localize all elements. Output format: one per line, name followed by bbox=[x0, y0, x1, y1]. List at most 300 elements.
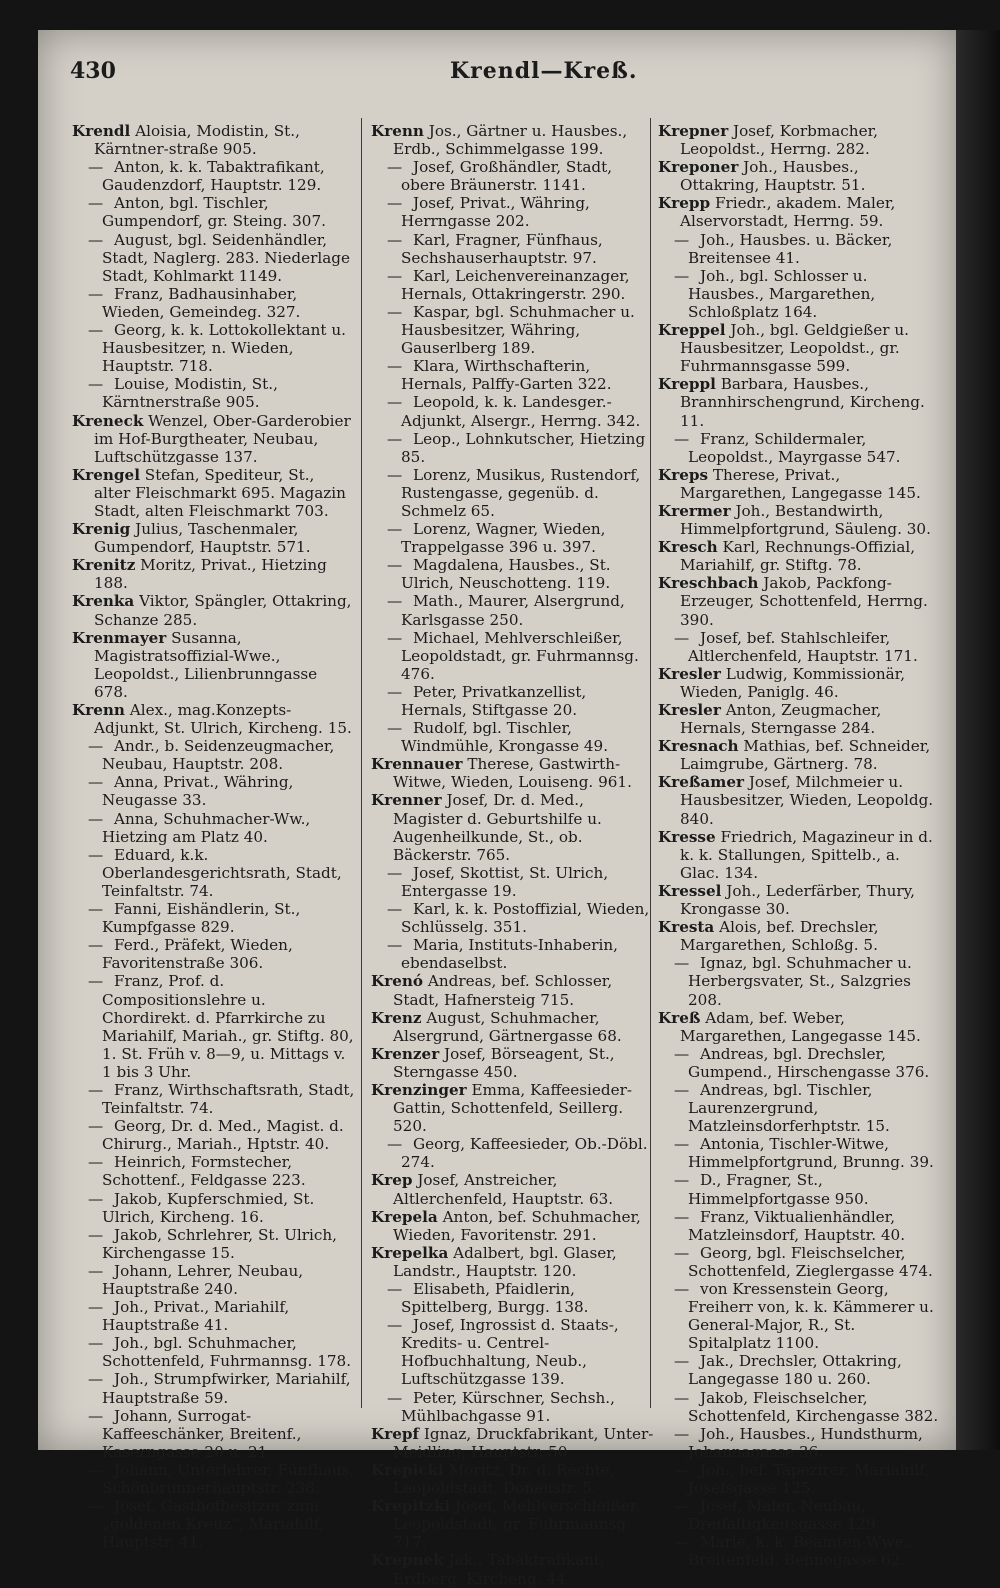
directory-entry bbox=[387, 302, 654, 358]
entry-text: Antonia, Tischler-Witwe, Himmelpfortgrund, Brunng. 39. bbox=[688, 1135, 934, 1172]
directory-entry bbox=[387, 936, 654, 973]
entry-dash: — bbox=[88, 158, 104, 177]
entry-text: Emma, Kaffeesieder-Gattin, Schottenfeld, Seillerg. 520. bbox=[393, 1080, 632, 1136]
directory-entry bbox=[658, 827, 941, 882]
directory-entry bbox=[88, 1334, 355, 1371]
entry-dash: — bbox=[88, 1153, 104, 1172]
entry-dash: — bbox=[387, 1316, 403, 1335]
entry-surname: Krepelka bbox=[371, 1243, 449, 1262]
entry-text: Math., Maurer, Alsergrund, Karlsgasse 250. bbox=[401, 592, 625, 629]
entry-text: Johann, Surrogat-Kaffeeschänker, Breitenf., Kaserngasse 20 u. 21. bbox=[102, 1406, 302, 1461]
directory-entry bbox=[674, 1388, 941, 1425]
directory-entry bbox=[674, 1243, 941, 1280]
directory-entry bbox=[88, 1460, 355, 1498]
entry-dash: — bbox=[88, 1117, 104, 1136]
entry-dash: — bbox=[387, 520, 403, 539]
entry-text: Magdalena, Hausbes., St. Ulrich, Neuschotteng. 119. bbox=[401, 556, 611, 593]
entry-text: Alex., mag.Konzepts-Adjunkt, St. Ulrich, Kircheng. 15. bbox=[94, 701, 352, 738]
entry-surname: Krepitzki bbox=[371, 1497, 451, 1516]
entry-dash: — bbox=[387, 357, 403, 376]
entry-surname: Krenzinger bbox=[371, 1080, 467, 1099]
directory-entry bbox=[88, 773, 355, 810]
entry-text: Adam, bef. Weber, Margarethen, Langegasse 145. bbox=[680, 1008, 921, 1045]
directory-entry bbox=[88, 1225, 355, 1262]
entry-dash: — bbox=[88, 972, 104, 991]
entry-surname: Krepp bbox=[658, 194, 711, 213]
directory-entry bbox=[674, 1497, 941, 1534]
entry-text: Franz, Prof. d. Compositionslehre u. Chordirekt. d. Pfarrkirche zu Mariahilf, Mariah., gr. Stiftg. 80, 1. St. Früh v. 8—9, u. Mittags v. 1 bis 3 Uhr. bbox=[102, 972, 354, 1081]
directory-entry bbox=[72, 411, 355, 466]
entry-text: Josef, Dr. d. Med., Magister d. Geburtshilfe u. Augenheilkunde, St., ob. Bäckerstr. 765. bbox=[393, 791, 602, 864]
entry-surname: Krepf bbox=[371, 1424, 420, 1443]
entry-text: Andreas, bgl. Drechsler, Gumpend., Hirschengasse 376. bbox=[688, 1044, 930, 1081]
entry-text: Therese, Gastwirth-Witwe, Wieden, Louiseng. 961. bbox=[393, 755, 632, 792]
directory-entry bbox=[88, 972, 355, 1081]
directory-entry bbox=[674, 1460, 941, 1498]
entry-text: Leop., Lohnkutscher, Hietzing 85. bbox=[401, 429, 646, 466]
entry-text: Adalbert, bgl. Glaser, Landstr., Hauptstr. 120. bbox=[393, 1243, 617, 1280]
directory-entry bbox=[674, 1171, 941, 1208]
directory-entry bbox=[674, 1135, 941, 1172]
entry-text: August, bgl. Seidenhändler, Stadt, Naglerg. 283. Niederlage Stadt, Kohlmarkt 1149. bbox=[102, 230, 350, 285]
entry-dash: — bbox=[88, 1497, 104, 1516]
entry-dash: — bbox=[674, 1424, 690, 1443]
directory-entry bbox=[371, 1008, 654, 1045]
entry-surname: Kreß bbox=[658, 1008, 701, 1027]
directory-entry bbox=[371, 1551, 654, 1588]
entry-dash: — bbox=[387, 393, 403, 412]
entry-text: Maria, Instituts-Inhaberin, ebendaselbst. bbox=[401, 936, 618, 973]
entry-text: Ludwig, Kommissionär, Wieden, Paniglg. 46. bbox=[680, 664, 906, 701]
entry-dash: — bbox=[387, 158, 403, 177]
directory-entry bbox=[72, 701, 355, 738]
entry-text: von Kressenstein Georg, Freiherr von, k. k. Kämmerer u. General-Major, R., St. Spitalplatz 1100. bbox=[688, 1280, 934, 1353]
entry-dash: — bbox=[387, 429, 403, 448]
entry-text: Anton, bgl. Tischler, Gumpendorf, gr. Steing. 307. bbox=[102, 194, 326, 231]
entry-text: Franz, Wirthschaftsrath, Stadt, Teinfaltstr. 74. bbox=[102, 1080, 355, 1118]
directory-entry bbox=[88, 845, 355, 900]
directory-entry bbox=[658, 122, 941, 159]
directory-entry bbox=[88, 375, 355, 412]
directory-entry bbox=[674, 1280, 941, 1353]
directory-entry bbox=[658, 918, 941, 955]
entry-dash: — bbox=[88, 1460, 104, 1479]
directory-entry bbox=[72, 556, 355, 593]
entry-dash: — bbox=[88, 809, 104, 828]
directory-entry bbox=[88, 1298, 355, 1335]
entry-text: Viktor, Spängler, Ottakring, Schanze 285. bbox=[94, 592, 352, 629]
entry-dash: — bbox=[674, 1280, 690, 1298]
entry-dash: — bbox=[387, 465, 403, 484]
entry-dash: — bbox=[387, 1280, 403, 1298]
directory-entry bbox=[371, 1044, 654, 1081]
directory-entry bbox=[674, 429, 941, 466]
directory-entry bbox=[88, 1497, 355, 1552]
entry-dash: — bbox=[88, 773, 104, 792]
entry-surname: Krenn bbox=[72, 701, 125, 719]
directory-entry bbox=[387, 863, 654, 900]
directory-entry bbox=[674, 1207, 941, 1244]
directory-entry bbox=[658, 1008, 941, 1045]
entry-text: Andreas, bef. Schlosser, Stadt, Hafnersteig 715. bbox=[393, 972, 613, 1009]
directory-entry bbox=[88, 1189, 355, 1226]
directory-entry bbox=[72, 592, 355, 629]
entry-text: Joh., Hausbes., Ottakring, Hauptstr. 51. bbox=[680, 158, 866, 195]
entry-surname: Kreps bbox=[658, 465, 709, 484]
entry-dash: — bbox=[88, 1334, 104, 1353]
entry-dash: — bbox=[387, 302, 403, 321]
directory-entry bbox=[387, 682, 654, 719]
entry-text: Joh., bgl. Schlosser u. Hausbes., Margarethen, Schloßplatz 164. bbox=[688, 266, 876, 321]
entry-surname: Kresta bbox=[658, 918, 715, 937]
directory-entry bbox=[88, 1406, 355, 1461]
entry-dash: — bbox=[387, 556, 403, 575]
entry-text: Fanni, Eishändlerin, St., Kumpfgasse 829. bbox=[102, 900, 301, 937]
directory-entry bbox=[88, 1080, 355, 1118]
entry-dash: — bbox=[674, 1533, 690, 1552]
entry-dash: — bbox=[88, 737, 104, 756]
directory-entry bbox=[88, 1117, 355, 1154]
entry-text: Joh., Lederfärber, Thury, Krongasse 30. bbox=[680, 881, 916, 919]
entry-text: Josef, Börseagent, St., Sterngasse 450. bbox=[393, 1044, 615, 1081]
entry-surname: Kreschbach bbox=[658, 574, 759, 593]
entry-surname: Kreppl bbox=[658, 375, 716, 394]
entry-surname: Krendl bbox=[72, 122, 131, 140]
entry-text: Michael, Mehlverschleißer, Leopoldstadt, gr. Fuhrmannsg. 476. bbox=[401, 628, 639, 683]
entry-text: Lorenz, Musikus, Rustendorf, Rustengasse, gegenüb. d. Schmelz 65. bbox=[401, 465, 641, 520]
directory-entry bbox=[658, 881, 941, 919]
entry-dash: — bbox=[387, 863, 403, 882]
directory-entry bbox=[88, 1370, 355, 1407]
entry-surname: Krepela bbox=[371, 1207, 438, 1226]
directory-entry bbox=[371, 1207, 654, 1244]
entry-text: Jak., Drechsler, Ottakring, Langegasse 180 u. 260. bbox=[688, 1352, 902, 1389]
entry-text: Josef, Korbmacher, Leopoldst., Herrng. 282. bbox=[680, 122, 878, 159]
directory-entry bbox=[674, 1044, 941, 1081]
entry-text: Joh., bgl. Schuhmacher, Schottenfeld, Fuhrmannsg. 178. bbox=[102, 1334, 352, 1371]
entry-text: Jakob, Schrlehrer, St. Ulrich, Kirchengasse 15. bbox=[102, 1225, 337, 1262]
directory-entry bbox=[658, 158, 941, 195]
entry-surname: Krenn bbox=[371, 122, 424, 140]
entry-text: Friedr., akadem. Maler, Alservorstadt, Herrng. 59. bbox=[680, 194, 896, 231]
entry-surname: Krenner bbox=[371, 791, 442, 810]
entry-dash: — bbox=[88, 936, 104, 955]
directory-entry bbox=[88, 737, 355, 774]
entry-dash: — bbox=[674, 1243, 690, 1262]
entry-text: Wenzel, Ober-Garderobier im Hof-Burgtheater, Neubau, Luftschützgasse 137. bbox=[94, 411, 351, 466]
directory-entry bbox=[88, 194, 355, 231]
entry-text: Klara, Wirthschafterin, Hernals, Palffy-Garten 322. bbox=[401, 357, 612, 394]
directory-entry bbox=[658, 465, 941, 502]
directory-entry bbox=[88, 284, 355, 321]
entry-surname: Kreneck bbox=[72, 411, 144, 430]
entry-text: Joh., bef. Tapezirer, Mariahilf, Josefsgasse 125. bbox=[688, 1460, 930, 1498]
entry-text: Johann, Lehrer, Neubau, Hauptstraße 240. bbox=[102, 1261, 304, 1298]
directory-entry bbox=[658, 773, 941, 828]
directory-entry bbox=[387, 556, 654, 593]
directory-column-2 bbox=[371, 122, 654, 1588]
entry-surname: Krennauer bbox=[371, 755, 463, 774]
entry-dash: — bbox=[674, 1207, 690, 1226]
entry-surname: Krenzer bbox=[371, 1044, 440, 1063]
page-number: 430 bbox=[70, 58, 116, 84]
directory-entry bbox=[72, 465, 355, 520]
entry-text: Kaspar, bgl. Schuhmacher u. Hausbesitzer, Währing, Gauserlberg 189. bbox=[401, 302, 635, 358]
running-title: Krendl—Kreß. bbox=[450, 58, 638, 84]
entry-text: Karl, Leichenvereinanzager, Hernals, Ottakringerstr. 290. bbox=[401, 266, 630, 303]
directory-entry bbox=[387, 1388, 654, 1425]
entry-text: Georg, k. k. Lottokollektant u. Hausbesitzer, n. Wieden, Hauptstr. 718. bbox=[102, 321, 346, 376]
entry-text: Josef, Gasthofbesitzer zum „goldenen Kreuz“, Mariahilf, Hauptstr. 41. bbox=[102, 1497, 324, 1552]
entry-text: Joh., Privat., Mariahilf, Hauptstraße 41. bbox=[102, 1298, 290, 1335]
entry-surname: Kreponer bbox=[658, 158, 739, 177]
entry-surname: Krenig bbox=[72, 520, 131, 539]
entry-surname: Kresch bbox=[658, 538, 718, 557]
entry-dash: — bbox=[387, 1135, 403, 1154]
entry-surname: Krenka bbox=[72, 592, 135, 611]
entry-text: Jak., Tabaktrafikant, Erdberg, Kircheng. 44. bbox=[393, 1551, 605, 1588]
directory-entry bbox=[88, 809, 355, 846]
directory-entry bbox=[674, 954, 941, 1009]
entry-surname: Kressel bbox=[658, 881, 722, 900]
entry-dash: — bbox=[88, 900, 104, 919]
entry-text: Anton, Zeugmacher, Hernals, Sterngasse 284. bbox=[680, 701, 882, 738]
entry-text: Aloisia, Modistin, St., Kärntner-straße 905. bbox=[94, 122, 300, 159]
entry-dash: — bbox=[88, 284, 104, 303]
page-edge-shadow bbox=[956, 30, 1000, 1450]
directory-page bbox=[38, 30, 956, 1588]
entry-dash: — bbox=[674, 628, 690, 647]
entry-surname: Krenz bbox=[371, 1008, 422, 1027]
directory-entry bbox=[72, 628, 355, 701]
directory-entry bbox=[658, 664, 941, 701]
directory-entry bbox=[387, 393, 654, 430]
entry-text: Alois, bef. Drechsler, Margarethen, Schloßg. 5. bbox=[680, 918, 879, 955]
directory-entry bbox=[658, 194, 941, 231]
directory-entry bbox=[371, 755, 654, 792]
entry-text: Anton, k. k. Tabaktrafikant, Gaudenzdorf, Hauptstr. 129. bbox=[102, 158, 325, 195]
directory-entry bbox=[387, 230, 654, 267]
directory-entry bbox=[88, 230, 355, 285]
entry-text: Franz, Badhausinhaber, Wieden, Gemeindeg. 327. bbox=[102, 284, 301, 321]
directory-entry bbox=[674, 628, 941, 665]
entry-text: Susanna, Magistratsoffizial-Wwe., Leopoldst., Lilienbrunngasse 678. bbox=[94, 628, 318, 701]
directory-entry bbox=[674, 1080, 941, 1136]
directory-column-1 bbox=[72, 122, 355, 1551]
entry-text: Leopold, k. k. Landesger.-Adjunkt, Alsergr., Herrng. 342. bbox=[401, 393, 641, 430]
entry-text: Karl, Rechnungs-Offizial, Mariahilf, gr. Stiftg. 78. bbox=[680, 538, 916, 575]
entry-dash: — bbox=[674, 230, 690, 249]
entry-dash: — bbox=[674, 429, 690, 448]
entry-text: Jakob, Kupferschmied, St. Ulrich, Kircheng. 16. bbox=[102, 1189, 315, 1226]
entry-surname: Krenó bbox=[371, 972, 424, 991]
entry-text: Karl, Fragner, Fünfhaus, Sechshauserhauptstr. 97. bbox=[401, 230, 603, 267]
entry-surname: Kresnach bbox=[658, 737, 739, 756]
entry-text: Franz, Viktualienhändler, Matzleinsdorf, Hauptstr. 40. bbox=[688, 1207, 906, 1244]
entry-surname: Krengel bbox=[72, 465, 140, 484]
entry-text: Rudolf, bgl. Tischler, Windmühle, Krongasse 49. bbox=[401, 719, 609, 756]
entry-text: Andr., b. Seidenzeugmacher, Neubau, Hauptstr. 208. bbox=[102, 737, 335, 774]
directory-entry bbox=[658, 737, 941, 774]
entry-dash: — bbox=[88, 845, 104, 864]
entry-surname: Kresler bbox=[658, 701, 721, 719]
entry-text: Moritz, Dr. d. Rechte, Leopoldstadt, Donaustr. 5. bbox=[393, 1460, 615, 1498]
entry-dash: — bbox=[88, 321, 104, 340]
entry-dash: — bbox=[88, 230, 104, 249]
entry-dash: — bbox=[387, 230, 403, 249]
directory-entry bbox=[674, 1533, 941, 1570]
entry-dash: — bbox=[674, 1080, 690, 1099]
entry-text: D., Fragner, St., Himmelpfortgasse 950. bbox=[688, 1171, 869, 1208]
directory-entry bbox=[371, 1080, 654, 1136]
entry-text: Lorenz, Wagner, Wieden, Trappelgasse 396 u. 397. bbox=[401, 520, 606, 557]
directory-entry bbox=[387, 900, 654, 937]
entry-dash: — bbox=[387, 682, 403, 701]
directory-entry bbox=[387, 465, 654, 520]
entry-dash: — bbox=[88, 194, 104, 213]
entry-text: Eduard, k.k. Oberlandesgerichtsrath, Stadt, Teinfaltstr. 74. bbox=[102, 845, 342, 900]
entry-text: Jos., Gärtner u. Hausbes., Erdb., Schimmelgasse 199. bbox=[393, 122, 628, 159]
entry-dash: — bbox=[387, 592, 403, 611]
directory-entry bbox=[387, 266, 654, 303]
entry-text: Georg, Dr. d. Med., Magist. d. Chirurg., Mariah., Hptstr. 40. bbox=[102, 1117, 344, 1154]
directory-entry bbox=[72, 520, 355, 557]
entry-dash: — bbox=[88, 1261, 104, 1280]
entry-text: Joh., Hausbes., Hundsthurm, Johannagasse 36. bbox=[688, 1424, 923, 1461]
entry-text: Ferd., Präfekt, Wieden, Favoritenstraße 306. bbox=[102, 936, 293, 973]
entry-text: Peter, Kürschner, Sechsh., Mühlbachgasse 91. bbox=[401, 1388, 615, 1425]
directory-entry bbox=[88, 1153, 355, 1190]
entry-dash: — bbox=[674, 1171, 690, 1190]
directory-entry bbox=[88, 158, 355, 195]
entry-text: Therese, Privat., Margarethen, Langegasse 145. bbox=[680, 465, 921, 502]
entry-text: Ignaz, bgl. Schuhmacher u. Herbergsvater, St., Salzgries 208. bbox=[688, 954, 912, 1009]
entry-text: Marie, k. k. Beamten-Wwe., Breitenfeld, Bennogasse 62. bbox=[688, 1533, 914, 1570]
entry-dash: — bbox=[88, 1080, 104, 1099]
entry-surname: Krepnek bbox=[371, 1551, 444, 1570]
entry-text: Stefan, Spediteur, St., alter Fleischmarkt 695. Magazin Stadt, alten Fleischmarkt 703. bbox=[94, 465, 346, 520]
page-header bbox=[70, 58, 910, 98]
entry-text: Josef, Mehlverschleißer, Leopoldstadt, gr. Fuhrmannsg. 717. bbox=[393, 1497, 641, 1552]
entry-text: Joh., Hausbes. u. Bäcker, Breitensee 41. bbox=[688, 230, 893, 267]
entry-dash: — bbox=[674, 954, 690, 973]
directory-entry bbox=[72, 122, 355, 159]
entry-text: Josef, Milchmeier u. Hausbesitzer, Wieden, Leopoldg. 840. bbox=[680, 773, 934, 828]
directory-entry bbox=[387, 1135, 654, 1172]
directory-entry bbox=[371, 1424, 654, 1461]
entry-dash: — bbox=[387, 194, 403, 213]
entry-dash: — bbox=[674, 1497, 690, 1516]
column-divider bbox=[361, 118, 362, 1408]
entry-surname: Kresse bbox=[658, 827, 716, 846]
directory-entry bbox=[658, 538, 941, 575]
entry-dash: — bbox=[674, 1135, 690, 1154]
entry-surname: Krenmayer bbox=[72, 628, 167, 647]
entry-text: Franz, Schildermaler, Leopoldst., Mayrgasse 547. bbox=[688, 429, 901, 466]
directory-entry bbox=[658, 375, 941, 430]
directory-entry bbox=[371, 1497, 654, 1552]
entry-text: Ignaz, Druckfabrikant, Unter-Meidling, Hauptstr. 50. bbox=[393, 1424, 654, 1461]
directory-entry bbox=[371, 1460, 654, 1498]
directory-entry bbox=[371, 1243, 654, 1280]
directory-entry bbox=[371, 972, 654, 1009]
entry-text: Johann, Unterlehrer, Fünfhaus, Schönbrunnerhauptstr. 238. bbox=[102, 1460, 355, 1498]
entry-text: Anna, Privat., Währing, Neugasse 33. bbox=[102, 773, 294, 810]
directory-entry bbox=[371, 791, 654, 864]
entry-surname: Kreßamer bbox=[658, 773, 744, 792]
directory-entry bbox=[658, 701, 941, 738]
entry-text: Georg, Kaffeesieder, Ob.-Döbl. 274. bbox=[401, 1135, 648, 1172]
entry-dash: — bbox=[674, 1460, 690, 1479]
directory-entry bbox=[387, 1316, 654, 1389]
entry-text: Joh., bgl. Geldgießer u. Hausbesitzer, Leopoldst., gr. Fuhrmannsgasse 599. bbox=[680, 321, 909, 376]
directory-entry bbox=[674, 230, 941, 267]
entry-text: Karl, k. k. Postoffizial, Wieden, Schlüsselg. 351. bbox=[401, 900, 650, 937]
directory-entry bbox=[371, 1171, 654, 1208]
directory-entry bbox=[674, 266, 941, 321]
entry-text: Julius, Taschenmaler, Gumpendorf, Hauptstr. 571. bbox=[94, 520, 311, 557]
entry-dash: — bbox=[387, 719, 403, 738]
entry-dash: — bbox=[387, 1388, 403, 1407]
entry-dash: — bbox=[674, 1044, 690, 1063]
entry-dash: — bbox=[88, 375, 104, 394]
entry-text: Jakob, Packfong-Erzeuger, Schottenfeld, Herrng. 390. bbox=[680, 574, 928, 629]
entry-surname: Krenitz bbox=[72, 556, 136, 575]
entry-text: Friedrich, Magazineur in d. k. k. Stallungen, Spittelb., a. Glac. 134. bbox=[680, 827, 933, 882]
entry-text: Josef, Großhändler, Stadt, obere Bräunerstr. 1141. bbox=[401, 158, 613, 195]
entry-text: Elisabeth, Pfaidlerin, Spittelberg, Burgg. 138. bbox=[401, 1280, 589, 1317]
directory-entry bbox=[88, 321, 355, 376]
directory-entry bbox=[387, 719, 654, 756]
directory-entry bbox=[387, 158, 654, 195]
directory-entry bbox=[371, 122, 654, 159]
entry-dash: — bbox=[387, 900, 403, 919]
entry-surname: Krepner bbox=[658, 122, 729, 140]
entry-text: Anna, Schuhmacher-Ww., Hietzing am Platz 40. bbox=[102, 809, 311, 846]
directory-entry bbox=[674, 1424, 941, 1461]
directory-entry bbox=[88, 1261, 355, 1298]
entry-dash: — bbox=[387, 936, 403, 955]
entry-surname: Krep bbox=[371, 1171, 413, 1190]
entry-text: Andreas, bgl. Tischler, Laurenzergrund, Matzleinsdorferhptstr. 15. bbox=[688, 1080, 890, 1136]
entry-dash: — bbox=[88, 1370, 104, 1389]
directory-entry bbox=[387, 520, 654, 557]
entry-text: Peter, Privatkanzellist, Hernals, Stiftgasse 20. bbox=[401, 682, 587, 719]
entry-dash: — bbox=[674, 1352, 690, 1371]
directory-entry bbox=[387, 357, 654, 394]
entry-text: Jakob, Fleischselcher, Schottenfeld, Kirchengasse 382. bbox=[688, 1388, 939, 1425]
entry-surname: Krermer bbox=[658, 501, 731, 520]
entry-text: Joh., Strumpfwirker, Mariahilf, Hauptstraße 59. bbox=[102, 1370, 351, 1407]
entry-text: Josef, bef. Stahlschleifer, Altlerchenfeld, Hauptstr. 171. bbox=[688, 628, 918, 665]
entry-dash: — bbox=[387, 628, 403, 647]
directory-entry bbox=[387, 592, 654, 629]
entry-surname: Kreppel bbox=[658, 321, 726, 340]
entry-text: Josef, Anstreicher, Altlerchenfeld, Hauptstr. 63. bbox=[393, 1171, 614, 1208]
directory-entry bbox=[387, 194, 654, 231]
entry-dash: — bbox=[88, 1189, 104, 1208]
directory-entry bbox=[658, 321, 941, 376]
entry-text: Georg, bgl. Fleischselcher, Schottenfeld, Zieglergasse 474. bbox=[688, 1243, 933, 1280]
entry-dash: — bbox=[674, 1388, 690, 1407]
entry-text: August, Schuhmacher, Alsergrund, Gärtnergasse 68. bbox=[393, 1008, 622, 1045]
entry-dash: — bbox=[88, 1406, 104, 1425]
entry-dash: — bbox=[387, 266, 403, 285]
entry-text: Heinrich, Formstecher, Schottenf., Feldgasse 223. bbox=[102, 1153, 306, 1190]
entry-text: Josef, Ingrossist d. Staats-, Kredits- u. Centrel-Hofbuchhaltung, Neub., Luftschützgasse 139. bbox=[401, 1316, 619, 1389]
entry-text: Anton, bef. Schuhmacher, Wieden, Favoritenstr. 291. bbox=[393, 1207, 641, 1244]
directory-entry bbox=[88, 936, 355, 973]
